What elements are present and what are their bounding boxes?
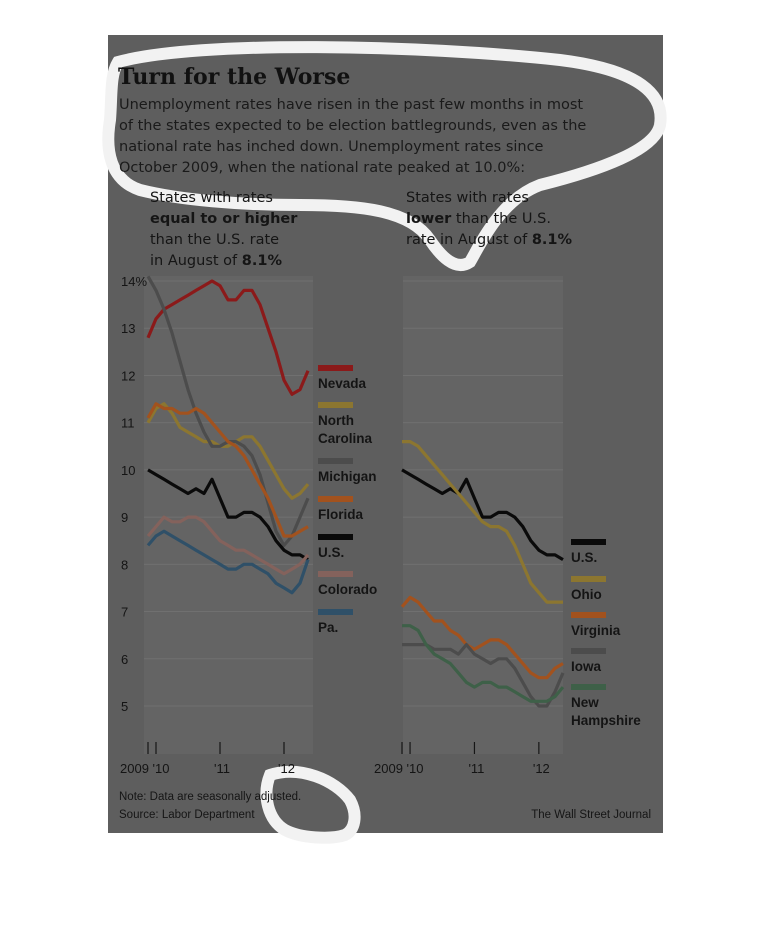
- legend-label-left: Pa.: [318, 620, 339, 635]
- right-heading-rate: 8.1%: [531, 232, 573, 248]
- legend-label-right: Ohio: [571, 587, 602, 602]
- y-tick-label: 13: [121, 321, 136, 337]
- y-tick-label: 9: [121, 510, 129, 526]
- legend-swatch-right: [571, 576, 606, 582]
- y-tick-label: 14%: [121, 274, 148, 289]
- left-heading-rate: 8.1%: [241, 253, 282, 269]
- legend-label-right: U.S.: [571, 550, 598, 565]
- legend-swatch-right: [571, 648, 606, 654]
- left-heading-line-1: States with rates: [150, 190, 273, 206]
- legend-swatch-right: [571, 539, 606, 545]
- y-tick-label: 6: [121, 651, 129, 667]
- legend-label-left: North: [318, 413, 354, 428]
- legend-label-right: New: [571, 695, 599, 710]
- legend-label-left: Florida: [318, 507, 364, 522]
- x-tick-label: '11: [468, 761, 485, 776]
- footnote-credit: The Wall Street Journal: [531, 809, 651, 821]
- right-heading-lower: lower: [406, 211, 452, 227]
- y-tick-label: 8: [121, 557, 129, 573]
- x-tick-label: 2009 '10: [374, 761, 424, 776]
- legend-label-right: Hampshire: [571, 713, 641, 728]
- right-heading-line-3-text: rate in August of: [406, 232, 532, 248]
- chart-title: Turn for the Worse: [118, 64, 351, 90]
- legend-swatch-left: [318, 609, 353, 615]
- right-heading-line-2: [406, 211, 551, 227]
- y-tick-label: 5: [121, 699, 129, 714]
- subtitle-line-2: of the states expected to be election battlegrounds, even as the: [119, 118, 587, 134]
- footnote-note: Note: Data are seasonally adjusted.: [119, 791, 302, 803]
- legend-swatch-left: [318, 571, 353, 577]
- x-tick-label: '11: [214, 761, 230, 776]
- legend-label-left: Nevada: [318, 376, 367, 391]
- y-tick-label: 7: [121, 604, 129, 620]
- x-tick-label: '12: [532, 761, 550, 776]
- left-heading-line-4-text: in August of: [150, 253, 242, 269]
- legend-swatch-right: [571, 612, 606, 618]
- left-heading-line-2: equal to or higher: [150, 211, 298, 227]
- legend-swatch-left: [318, 534, 353, 540]
- x-tick-label: 2009 '10: [120, 761, 170, 776]
- legend-swatch-right: [571, 684, 606, 690]
- legend-swatch-left: [318, 365, 353, 371]
- left-heading-line-3: than the U.S. rate: [150, 232, 280, 248]
- subtitle-line-4: October 2009, when the national rate peaked at 10.0%:: [119, 160, 526, 176]
- right-heading-line-1: States with rates: [406, 190, 529, 206]
- chart-panels: [120, 274, 641, 776]
- footnote-source: Source: Labor Department: [119, 809, 255, 821]
- legend-swatch-left: [318, 402, 353, 408]
- legend-label-left: Carolina: [318, 431, 373, 446]
- y-tick-label: 11: [121, 415, 135, 431]
- highlight-scribble-bottom: [266, 772, 354, 838]
- legend-swatch-left: [318, 458, 353, 464]
- legend-label-right: Virginia: [571, 623, 621, 638]
- subtitle-line-1: Unemployment rates have risen in the past few months in most: [119, 97, 584, 113]
- right-heading-line-3: [406, 232, 573, 248]
- x-tick-label: '12: [278, 761, 295, 776]
- y-tick-label: 10: [121, 462, 136, 478]
- legend-swatch-left: [318, 496, 353, 502]
- legend-label-left: U.S.: [318, 545, 345, 560]
- left-heading-line-4: [150, 253, 282, 269]
- right-heading-line-2-text: than the U.S.: [451, 211, 551, 227]
- legend-label-left: Colorado: [318, 582, 378, 597]
- legend-label-left: Michigan: [318, 469, 377, 484]
- legend-label-right: Iowa: [571, 659, 602, 674]
- y-tick-label: 12: [121, 368, 136, 384]
- subtitle-line-3: national rate has inched down. Unemployment rates since: [119, 139, 544, 155]
